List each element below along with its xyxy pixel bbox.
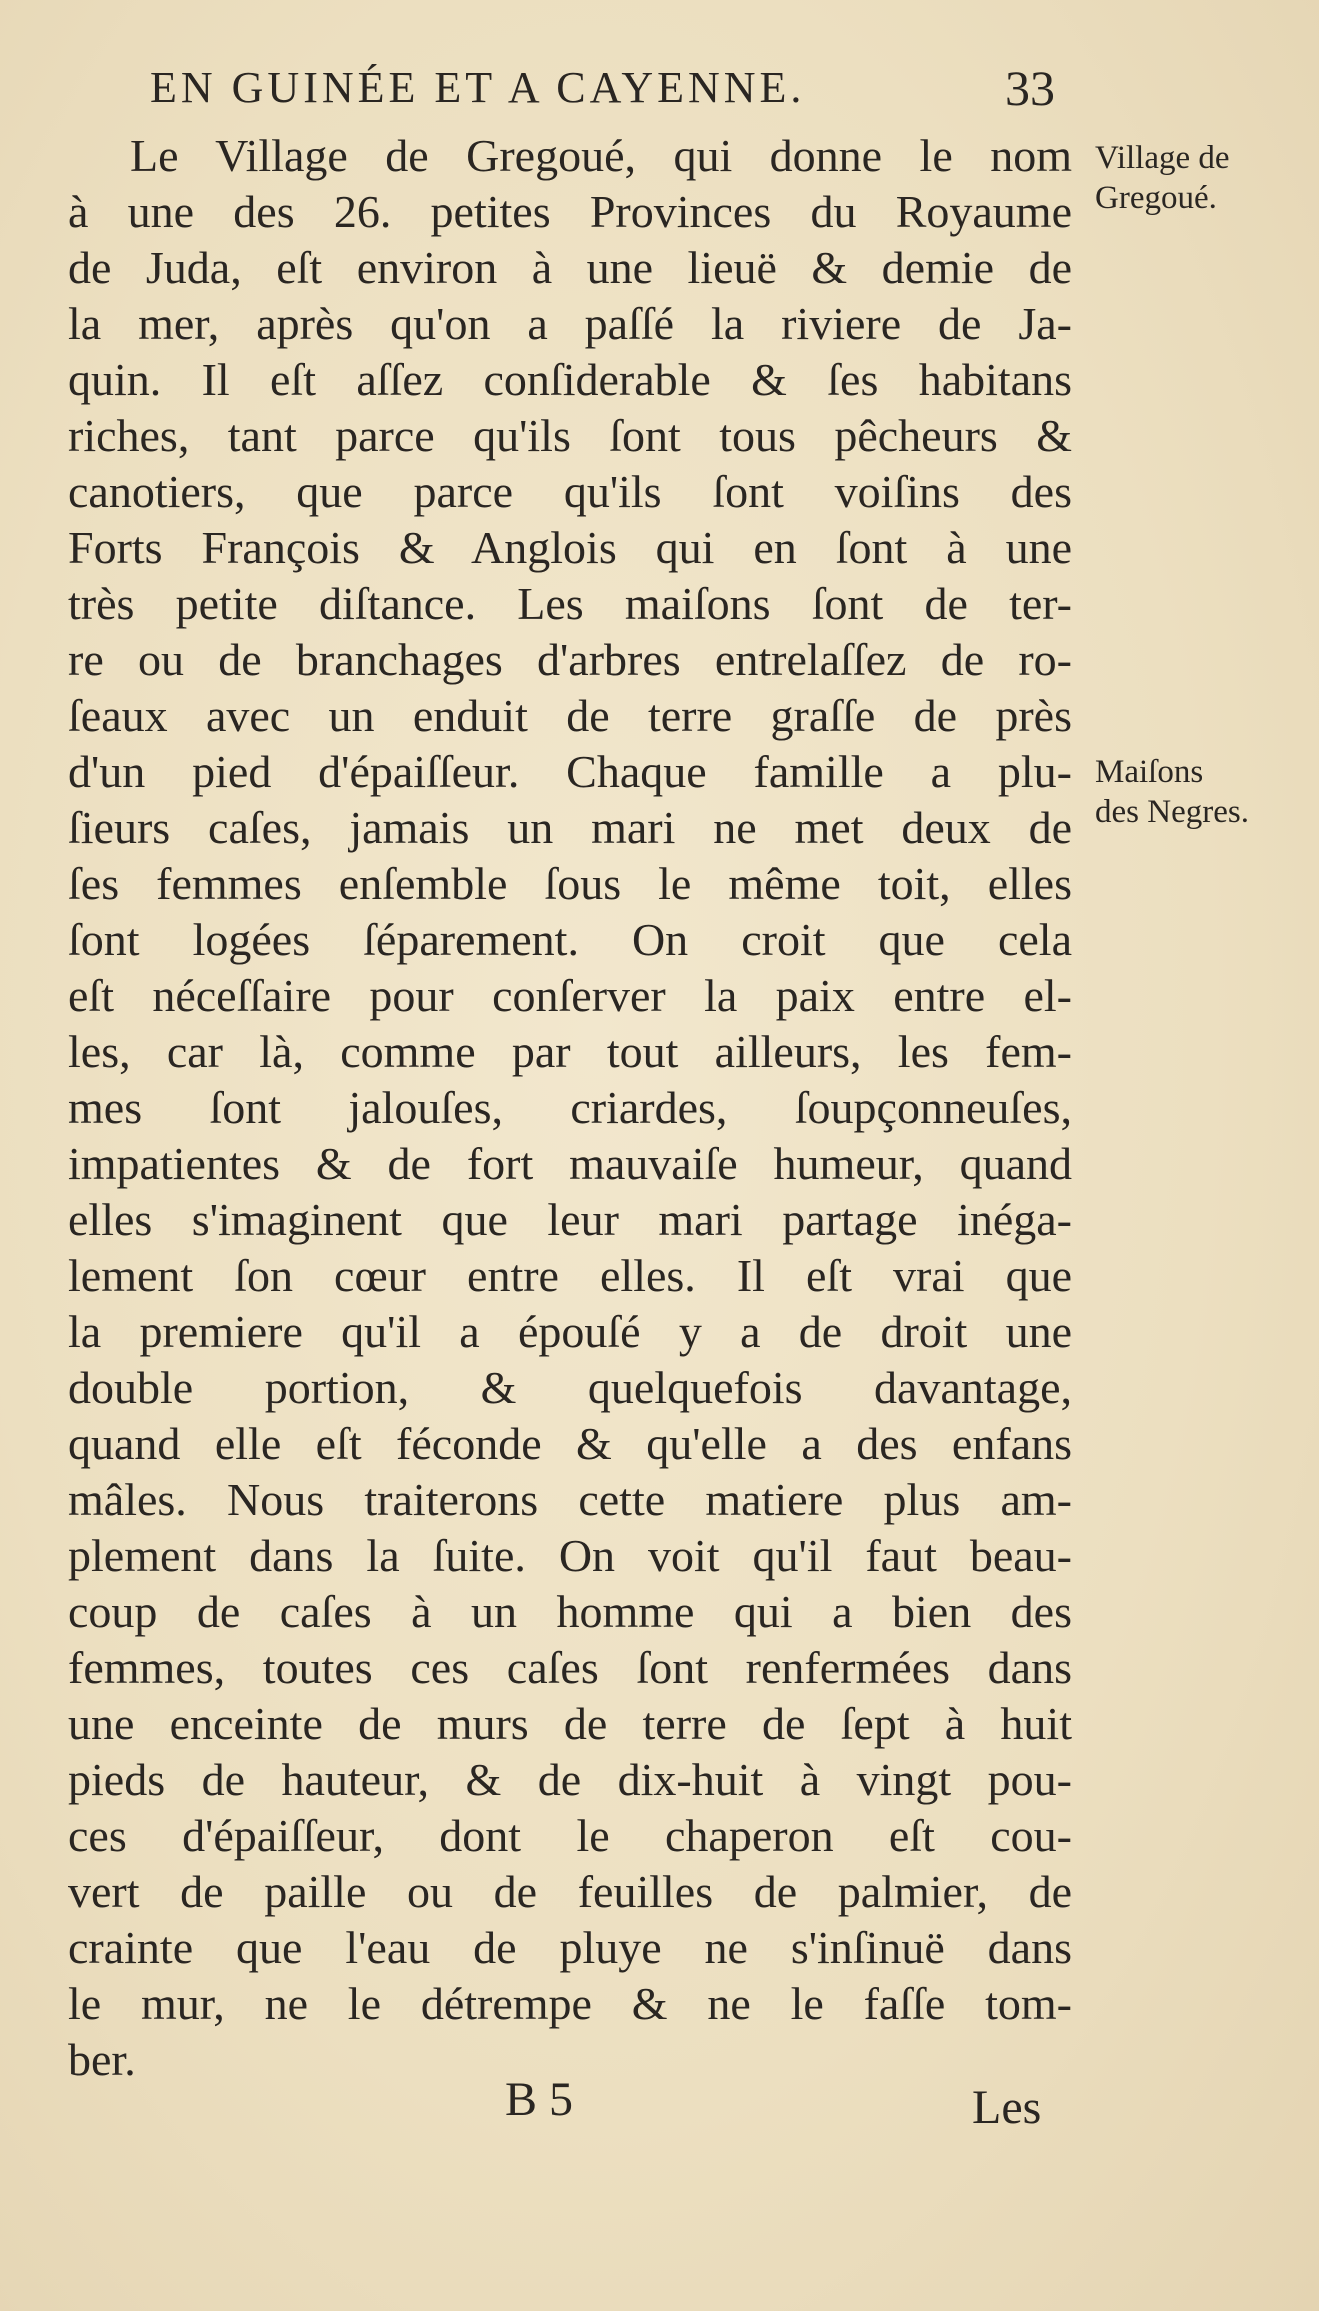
text-line: femmes, toutes ces caſes ſont renfermées dans: [68, 1642, 1072, 1693]
text-line: une enceinte de murs de terre de ſept à huit: [68, 1698, 1072, 1749]
text-line: plement dans la ſuite. On voit qu'il faut beau-: [68, 1530, 1072, 1581]
text-line: ces d'épaiſſeur, dont le chaperon eſt cou-: [68, 1810, 1072, 1861]
text-line: lement ſon cœur entre elles. Il eſt vrai que: [68, 1250, 1072, 1301]
text-line: riches, tant parce qu'ils ſont tous pêcheurs &: [68, 410, 1072, 461]
text-line: Forts François & Anglois qui en ſont à une: [68, 522, 1072, 573]
text-line: ſont logées ſéparement. On croit que cela: [68, 914, 1072, 965]
text-line: elles s'imaginent que leur mari partage inéga-: [68, 1194, 1072, 1245]
text-line: la mer, après qu'on a paſſé la riviere de Ja-: [68, 298, 1072, 349]
text-line: double portion, & quelquefois davantage,: [68, 1362, 1072, 1413]
catchword: Les: [972, 2081, 1042, 2134]
text-line: ſes femmes enſemble ſous le même toit, elles: [68, 858, 1072, 909]
text-line: quand elle eſt féconde & qu'elle a des enfans: [68, 1418, 1072, 1469]
margin-note-line: Village de: [1095, 140, 1230, 176]
text-line: ſeaux avec un enduit de terre graſſe de près: [68, 690, 1072, 741]
text-line: canotiers, que parce qu'ils ſont voiſins des: [68, 466, 1072, 517]
margin-note-line: Gregoué.: [1095, 180, 1217, 216]
text-line: mes ſont jalouſes, criardes, ſoupçonneuſes,: [68, 1082, 1072, 1133]
text-line: de Juda, eſt environ à une lieuë & demie de: [68, 242, 1072, 293]
running-head: EN GUINÉE ET A CAYENNE.: [150, 63, 806, 112]
text-line: d'un pied d'épaiſſeur. Chaque famille a plu-: [68, 746, 1072, 797]
text-line: ber.: [68, 2034, 136, 2085]
signature-mark: B 5: [505, 2073, 574, 2126]
text-line: la premiere qu'il a épouſé y a de droit une: [68, 1306, 1072, 1357]
text-line: pieds de hauteur, & de dix-huit à vingt pou-: [68, 1754, 1072, 1805]
text-line: le mur, ne le détrempe & ne le faſſe tom-: [68, 1978, 1072, 2029]
text-line: les, car là, comme par tout ailleurs, les fem-: [68, 1026, 1072, 1077]
margin-note-village: [1095, 138, 1305, 218]
text-line: vert de paille ou de feuilles de palmier, de: [68, 1866, 1072, 1917]
text-line: re ou de branchages d'arbres entrelaſſez de ro-: [68, 634, 1072, 685]
margin-note-line: Maiſons: [1095, 754, 1204, 790]
text-line: eſt néceſſaire pour conſerver la paix entre el-: [68, 970, 1072, 1021]
page-number: 33: [1005, 60, 1055, 116]
text-line: coup de caſes à un homme qui a bien des: [68, 1586, 1072, 1637]
text-line: quin. Il eſt aſſez conſiderable & ſes habitans: [68, 354, 1072, 405]
text-line: crainte que l'eau de pluye ne s'inſinuë dans: [68, 1922, 1072, 1973]
margin-note-maisons: [1095, 752, 1305, 832]
text-line: impatientes & de fort mauvaiſe humeur, quand: [68, 1138, 1072, 1189]
text-line: mâles. Nous traiterons cette matiere plus am-: [68, 1474, 1072, 1525]
text-line: ſieurs caſes, jamais un mari ne met deux de: [68, 802, 1072, 853]
text-line: très petite diſtance. Les maiſons ſont de ter-: [68, 578, 1072, 629]
text-line: à une des 26. petites Provinces du Royaume: [68, 186, 1072, 237]
margin-note-line: des Negres.: [1095, 794, 1249, 830]
text-line: Le Village de Gregoué, qui donne le nom: [130, 130, 1072, 181]
